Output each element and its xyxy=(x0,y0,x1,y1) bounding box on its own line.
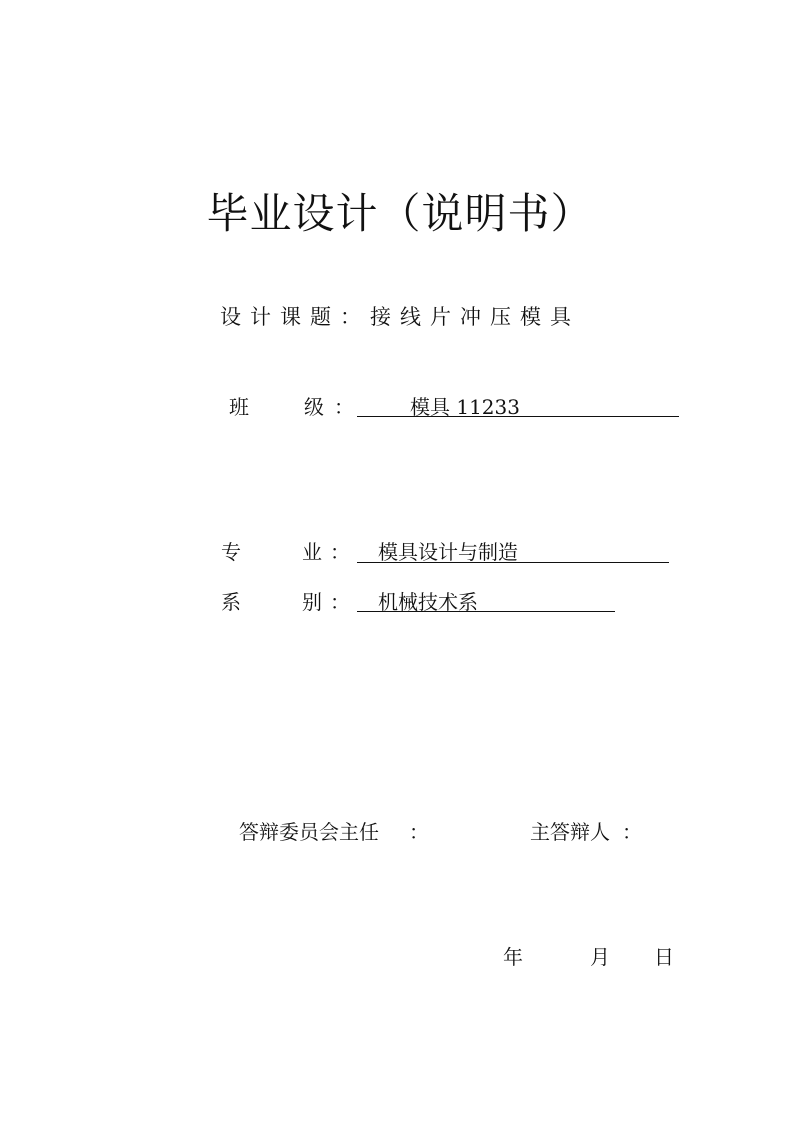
major-colon: ： xyxy=(330,540,350,564)
major-underline xyxy=(357,562,669,563)
class-colon: ： xyxy=(334,395,354,419)
dept-value: 机械技术系 xyxy=(378,590,478,614)
class-underline xyxy=(357,416,679,417)
date-month: 月 xyxy=(590,945,610,969)
major-label-first: 专 xyxy=(221,540,241,564)
main-defender-colon: ： xyxy=(622,820,642,844)
major-label-second: 业 xyxy=(302,540,322,564)
dept-colon: ： xyxy=(330,590,350,614)
class-label-first: 班 xyxy=(229,395,249,419)
dept-label-second: 别 xyxy=(302,590,322,614)
main-defender-label: 主答辩人 xyxy=(530,820,610,844)
dept-label-first: 系 xyxy=(221,590,241,614)
committee-chair-label: 答辩委员会主任 xyxy=(239,820,379,844)
class-value: 模具 11233 xyxy=(410,395,520,419)
document-title: 毕业设计（说明书） xyxy=(206,189,594,238)
design-topic: 设计课题：接线片冲压模具 xyxy=(220,305,580,329)
dept-underline xyxy=(357,611,615,612)
date-year: 年 xyxy=(503,945,523,969)
class-label-second: 级 xyxy=(304,395,324,419)
date-day: 日 xyxy=(654,945,674,969)
committee-chair-colon: ： xyxy=(409,820,429,844)
major-value: 模具设计与制造 xyxy=(378,540,518,564)
